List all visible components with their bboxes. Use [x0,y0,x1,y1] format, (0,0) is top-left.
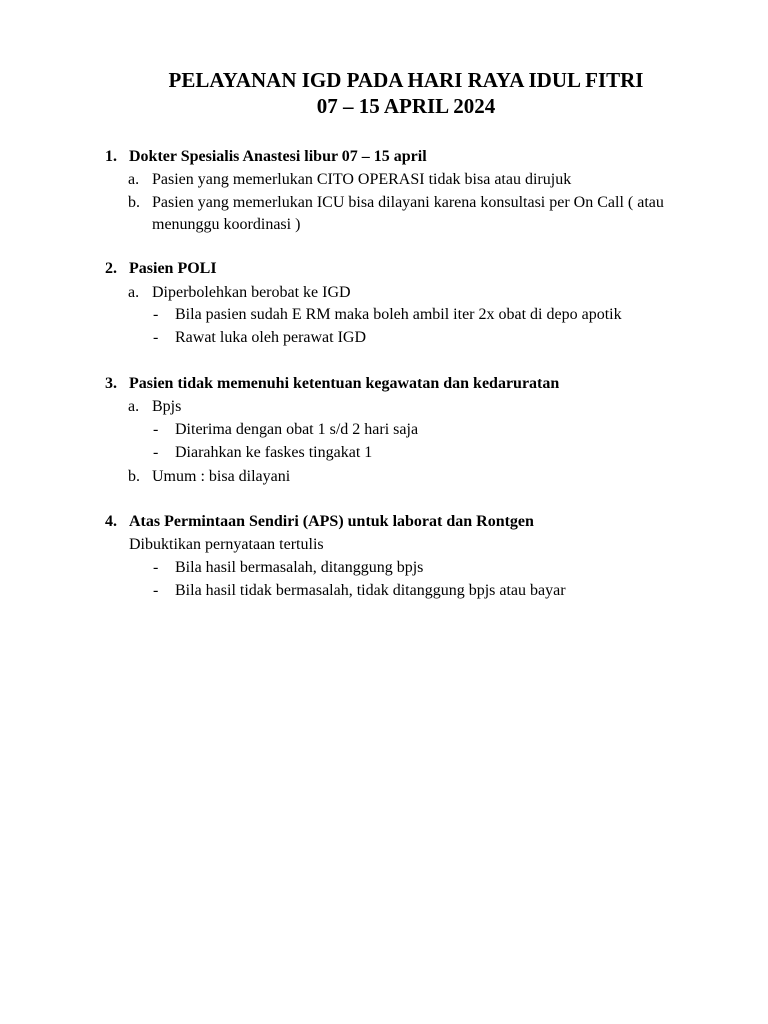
bullet-item: Bila pasien sudah E RM maka boleh ambil iter 2x obat di depo apotik [175,306,622,323]
section-number: 4. [105,513,117,530]
list-marker: a. [128,171,140,188]
document-title: PELAYANAN IGD PADA HARI RAYA IDUL FITRI [168,68,644,92]
bullet-marker: - [153,329,159,346]
list-item: Pasien yang memerlukan ICU bisa dilayani karena konsultasi per On Call ( atau [152,194,664,211]
bullet-marker: - [153,559,159,576]
bullet-item: Rawat luka oleh perawat IGD [175,329,367,346]
section-number: 1. [105,148,117,165]
list-item: Diperbolehkan berobat ke IGD [152,284,351,301]
section-number: 2. [105,260,117,277]
bullet-marker: - [153,582,159,599]
section-heading: Atas Permintaan Sendiri (APS) untuk laborat dan Rontgen [129,513,534,530]
list-marker: a. [128,398,140,415]
list-item: Pasien yang memerlukan CITO OPERASI tidak bisa atau dirujuk [152,171,572,188]
bullet-item: Bila hasil bermasalah, ditanggung bpjs [175,559,424,576]
section-heading: Dokter Spesialis Anastesi libur 07 – 15 april [129,148,427,165]
bullet-item: Diterima dengan obat 1 s/d 2 hari saja [175,421,419,438]
bullet-marker: - [153,306,159,323]
list-marker: b. [128,468,140,485]
bullet-marker: - [153,421,159,438]
section-heading: Pasien tidak memenuhi ketentuan kegawatan dan kedaruratan [129,375,560,392]
document-date-range: 07 – 15 APRIL 2024 [316,94,496,118]
list-marker: a. [128,284,140,301]
list-item: Umum : bisa dilayani [152,468,291,485]
bullet-marker: - [153,444,159,461]
list-marker: b. [128,194,140,211]
list-item: Bpjs [152,398,182,415]
section-note: Dibuktikan pernyataan tertulis [129,536,324,553]
bullet-item: Bila hasil tidak bermasalah, tidak ditanggung bpjs atau bayar [175,582,566,599]
list-item-continuation: menunggu koordinasi ) [152,216,301,233]
section-heading: Pasien POLI [129,260,217,277]
section-number: 3. [105,375,117,392]
bullet-item: Diarahkan ke faskes tingakat 1 [175,444,373,461]
